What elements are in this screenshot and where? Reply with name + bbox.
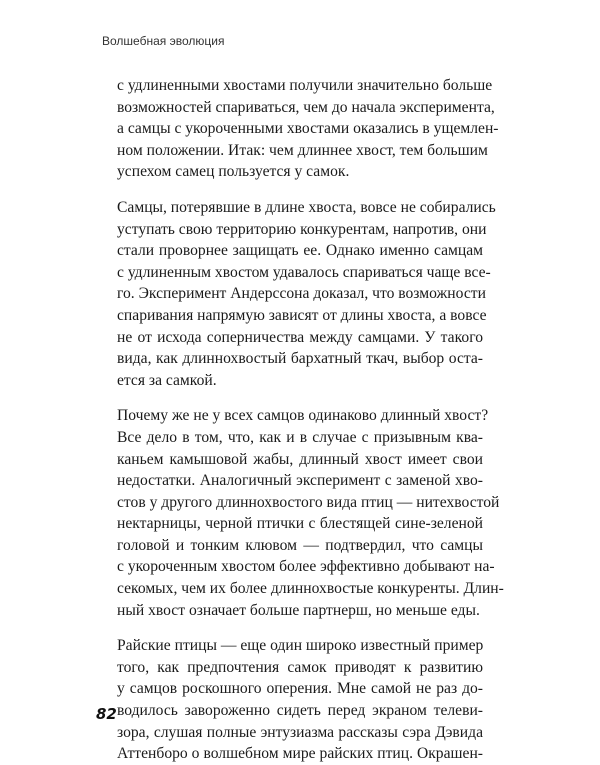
text-line: головой и тонким клювом — подтвердил, что самцы [117,536,483,554]
text-line: Самцы, потерявшие в длине хвоста, вовсе не собирались [117,198,496,216]
text-line: Райские птицы — еще один широко известный пример [117,637,484,655]
text-line: водилось завороженно сидеть перед экраном телеви- [117,702,483,720]
text-line: уступать свою территорию конкурентам, напротив, они [117,220,487,238]
text-line: успехом самец пользуется у самок. [117,163,350,181]
text-line: не от исхода соперничества между самцами. У такого [117,328,483,346]
body-text [117,75,504,765]
text-line: с удлиненными хвостами получили значительно больше [117,77,493,94]
text-line: каньем камышовой жабы, длинный хвост имеет свои [117,450,483,468]
text-line: возможностей спариваться, чем до начала эксперимента, [117,98,495,116]
text-line: ном положении. Итак: чем длиннее хвост, тем большим [117,141,488,159]
text-line: зора, слушая полные энтузиазма рассказы сэра Дэвида [117,723,483,741]
text-line: стов у другого длиннохвостого вида птиц — нитехвостой [117,493,500,511]
text-line: Почему же не у всех самцов одинаково длинный хвост? [117,407,489,425]
text-line: ный хвост означает больше партнерш, но меньше еды. [117,601,480,619]
paragraph [117,405,504,621]
text-line: того, как предпочтения самок приводят к развитию [117,658,483,676]
text-line: стали проворнее защищать ее. Однако именно самцам [117,242,483,260]
paragraph [117,75,499,183]
text-line: Аттенборо о волшебном мире райских птиц. Окрашен- [117,745,483,763]
text-line: секомых, чем их более длиннохвостые конкуренты. Длин- [117,580,504,598]
text-line: ется за самкой. [117,371,217,389]
paragraph [117,197,496,391]
text-line: а самцы с укороченными хвостами оказались в ущемлен- [117,120,499,138]
text-line: го. Эксперимент Андерссона доказал, что возможности [117,285,486,303]
text-line: с укороченным хвостом более эффективно добывают на- [117,558,495,576]
text-line: спаривания напрямую зависят от длины хвоста, а вовсе [117,306,487,324]
text-line: с удлиненным хвостом удавалось спариваться чаще все- [117,263,491,281]
text-line: вида, как длиннохвостый бархатный ткач, выбор оста- [117,350,483,368]
text-line: у самцов роскошного оперения. Мне самой не раз до- [117,680,483,698]
paragraph [117,635,483,765]
text-line: нектарницы, черной птички с блестящей сине-зеленой [117,515,483,533]
text-line: недостатки. Аналогичный эксперимент с заменой хво- [117,472,483,490]
running-head-title: Волшебная эволюция [102,34,225,48]
page-number: 82 [96,705,117,723]
text-line: Все дело в том, что, как и в случае с призывным ква- [117,428,483,446]
